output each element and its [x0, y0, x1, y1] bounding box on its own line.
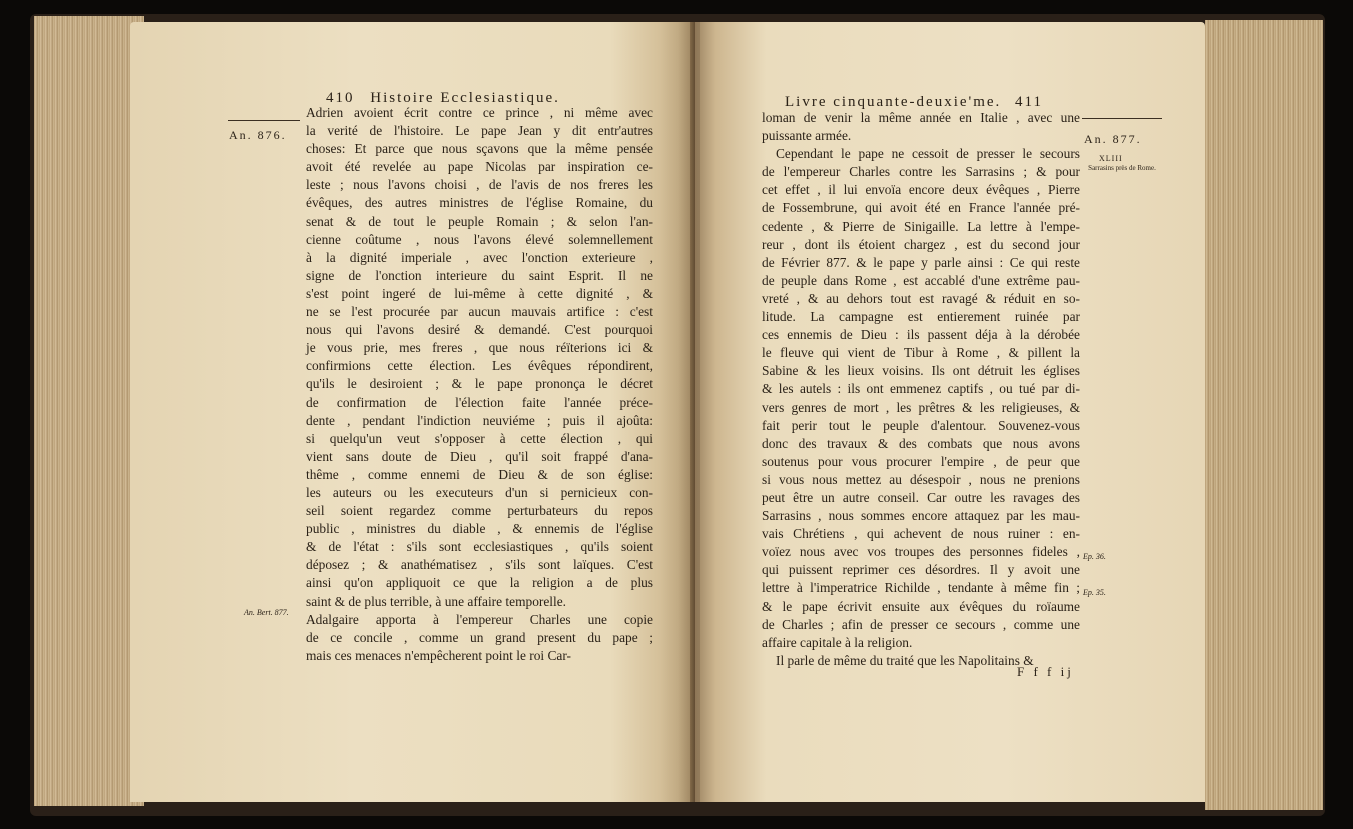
text-line: ne se l'est procurée par aucun mauvais artifice : c'est: [306, 304, 653, 320]
text-line: nous qui l'avons desiré & demandé. C'est pourquoi: [306, 322, 653, 338]
text-line: cienne coûtume , nous l'avons élevé solemnellement: [306, 231, 653, 247]
right-page-edges: [1205, 20, 1323, 810]
right-page: [695, 22, 1205, 802]
text-line: évêques, des autres ministres de l'église Romaine, du: [306, 195, 653, 211]
text-line: puissante armée.: [762, 128, 852, 144]
text-line: confirmions cette élection. Les évêques répondirent,: [306, 358, 653, 374]
text-line: vreté , & au dehors tout est ravagé & réduit en so-: [762, 290, 1080, 306]
section-note: Sarrasins près de Rome.: [1088, 164, 1156, 172]
text-line: affaire capitale à la religion.: [762, 634, 913, 650]
text-line: cet effet , il lui envoïa encore deux évêques , Pierre: [762, 182, 1080, 198]
text-line: thême , comme ennemi de Dieu & de son église:: [306, 466, 653, 482]
left-margin-reference: An. Bert. 877.: [244, 608, 289, 617]
margin-ref-ep35: Ep. 35.: [1083, 588, 1106, 597]
text-line: fait perir tout le peuple d'alentour. Souvenez-vous: [762, 417, 1080, 433]
text-line: s'est point ingeré de lui-même à cette dignité , &: [306, 285, 653, 301]
text-line: peut être un autre conseil. Car outre les ravages des: [762, 489, 1080, 505]
left-running-title: Histoire Ecclesiastique.: [370, 90, 560, 106]
text-line: vais Chrétiens , qui achevent de nous ruiner : en-: [762, 526, 1080, 542]
right-body-text: [762, 109, 1080, 670]
text-line: lettre à l'imperatrice Richilde , tendante à même fin ;: [762, 580, 1080, 596]
text-line: mais ces menaces n'empêcherent point le roi Car-: [306, 647, 572, 663]
text-line: seil soient regardez comme perturbateurs du repos: [306, 503, 653, 519]
text-line: ces ennemis de Dieu : ils passent déja à la dérobée: [762, 327, 1080, 343]
text-line: de Charles ; afin de presser ce secours , comme une: [762, 616, 1080, 632]
text-line: public , ministres du diable , & ennemis de l'église: [306, 521, 653, 537]
right-year-note: An. 877.: [1084, 132, 1142, 146]
text-line: les auteurs ou les executeurs d'un si pernicieux con-: [306, 484, 653, 500]
left-page: [130, 22, 695, 802]
text-line: donc des travaux & des combats que nous avons: [762, 435, 1080, 451]
right-page-number: 411: [1015, 94, 1043, 110]
section-number: XLIII: [1099, 154, 1123, 163]
left-year-note: An. 876.: [229, 128, 287, 142]
left-page-edges: [34, 16, 144, 806]
text-line: Il parle de même du traité que les Napolitains &: [776, 652, 1034, 668]
text-line: Adrien avoient écrit contre ce prince , ni même avec: [306, 105, 653, 120]
text-line: si vous nous mettez au désespoir , nous ne prenions: [762, 471, 1080, 487]
left-margin-rule: [228, 120, 300, 121]
text-line: ainsi qu'on appliquoit ce que la religion a de plus: [306, 575, 653, 591]
margin-ref-ep36: Ep. 36.: [1083, 552, 1106, 561]
text-line: saint & de plus terrible, à une affaire temporelle.: [306, 593, 567, 609]
right-running-title: Livre cinquante-deuxie'me.: [785, 94, 1002, 110]
text-line: à la dignité imperiale , avec l'onction exterieure ,: [306, 249, 653, 265]
text-line: qui puissent reprimer ces désordres. Il y avoit une: [762, 562, 1080, 578]
text-line: le fleuve qui vient de Tibur à Rome , & pillent la: [762, 345, 1080, 361]
text-line: de peuple dans Rome , est accablé d'une extrême pau-: [762, 272, 1080, 288]
text-line: Sarrasins , nous sommes encore attaquez par les mau-: [762, 508, 1080, 524]
text-line: dente , pendant l'indiction neuviéme ; puis il ajoûta:: [306, 412, 653, 428]
text-line: signe de l'onction interieure du saint Esprit. Il ne: [306, 267, 653, 283]
text-line: leste ; nous l'avons choisi , de l'avis de nos freres les: [306, 177, 653, 193]
text-line: choses: Et parce que nous sçavons que la même pensée: [306, 141, 653, 157]
text-line: reur , dont ils étoient chargez , est du second jour: [762, 236, 1080, 252]
text-line: senat & de tout le peuple Romain ; & selon l'an-: [306, 213, 653, 229]
text-line: litude. La campagne est entierement ruinée par: [762, 309, 1080, 325]
text-line: & les autels : ils ont emmenez captifs , ou tué par di-: [762, 381, 1080, 397]
text-line: soutenus pour vous procurer l'empire , de peur que: [762, 453, 1080, 469]
text-line: Cependant le pape ne cessoit de presser le secours: [776, 146, 1080, 162]
text-line: voïez nous avec vos troupes des personnes fideles ,: [762, 544, 1080, 560]
right-margin-rule: [1082, 118, 1162, 119]
left-page-number: 410: [326, 90, 355, 106]
signature-mark: F f f ij: [1017, 664, 1074, 679]
text-line: qu'ils le desiroient ; & le pape prononça le décret: [306, 376, 653, 392]
text-line: loman de venir la même année en Italie , avec une: [762, 110, 1080, 125]
text-line: vers genres de mort , les prêtres & les religieuses, &: [762, 399, 1080, 415]
spine-shadow: [660, 22, 700, 802]
text-line: de confirmation de l'élection faite l'année préce-: [306, 394, 653, 410]
left-body-text: [306, 104, 653, 665]
text-line: de Fossembrune, qui avoit été en France l'année pré-: [762, 200, 1080, 216]
text-line: & de l'état : s'ils sont ecclesiastiques , qu'ils soient: [306, 539, 653, 555]
text-line: de ce concile , comme un grand present du pape ;: [306, 629, 653, 645]
text-line: je vous prie, mes freres , que nous réïterions ici &: [306, 340, 653, 356]
text-line: si quelqu'un veut s'opposer à cette élection , qui: [306, 430, 653, 446]
text-line: avoit été revelée au pape Nicolas par inspiration ce-: [306, 159, 653, 175]
text-line: Sabine & les lieux voisins. Ils ont détruit les églises: [762, 363, 1080, 379]
text-line: Adalgaire apporta à l'empereur Charles une copie: [306, 611, 653, 627]
text-line: de l'empereur Charles contre les Sarrasins ; & pour: [762, 164, 1080, 180]
text-line: vient sans doute de Dieu , qu'il soit frappé d'ana-: [306, 448, 653, 464]
text-line: déposez ; & anathématisez , s'ils sont laïques. C'est: [306, 557, 653, 573]
text-line: la verité de l'histoire. Le pape Jean y dit entr'autres: [306, 123, 653, 139]
text-line: & le pape écrivit ensuite aux évêques du roïaume: [762, 598, 1080, 614]
text-line: cedente , & Pierre de Sinigaille. La lettre à l'empe-: [762, 218, 1080, 234]
text-line: de Février 877. & le pape y parle ainsi : Ce qui reste: [762, 254, 1080, 270]
